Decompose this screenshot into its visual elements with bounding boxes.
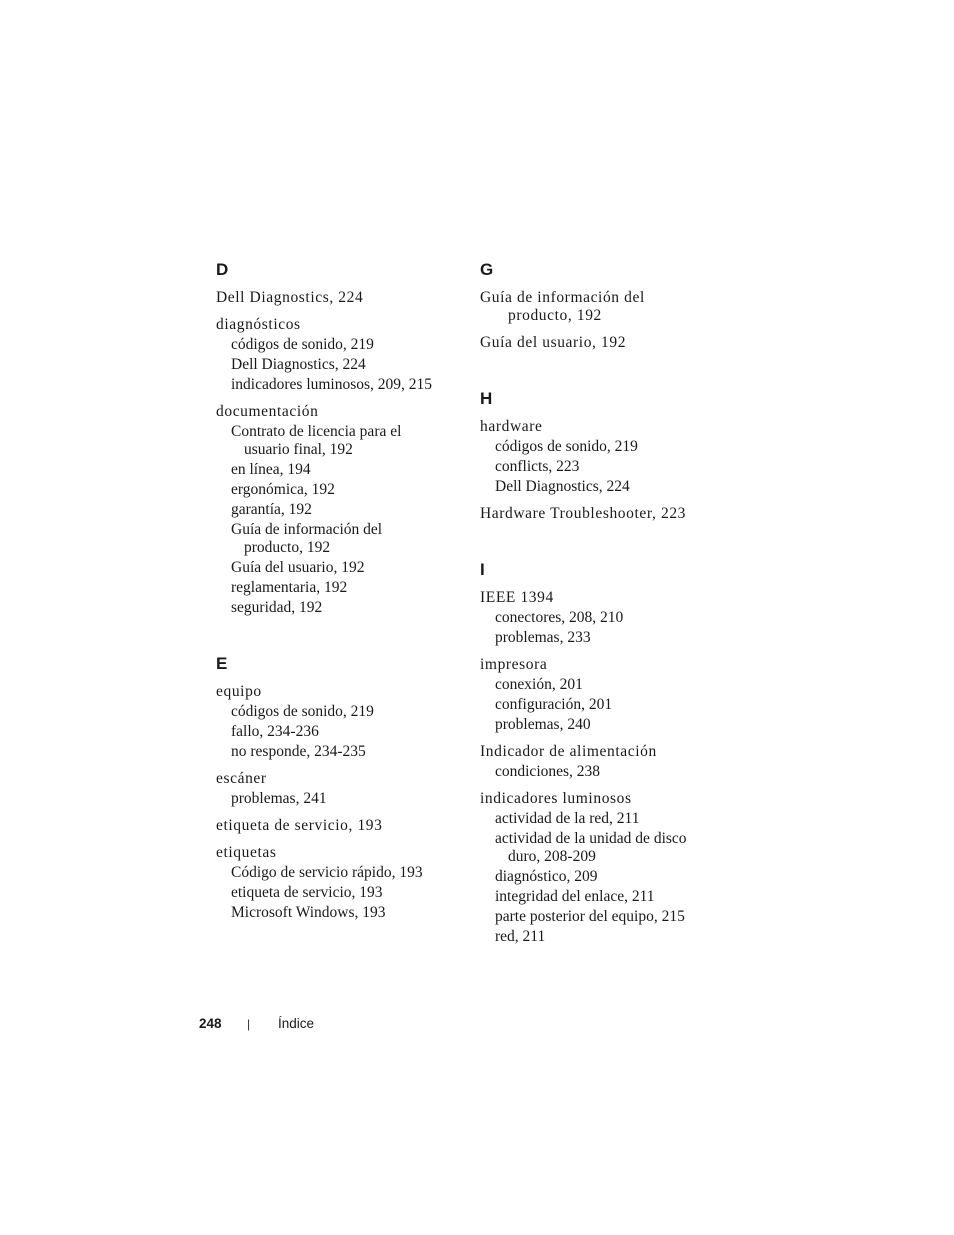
- index-subentry: [480, 608, 720, 628]
- section-letter: D: [216, 260, 229, 279]
- index-subentry: [480, 715, 720, 735]
- index-subentry: [480, 457, 720, 477]
- index-term: Guía de información del: [480, 289, 645, 306]
- index-subentry-text: Contrato de licencia para el: [231, 423, 402, 440]
- index-subentry: [216, 742, 456, 762]
- index-entry: [216, 402, 456, 618]
- index-subentry-text: configuración, 201: [495, 696, 613, 713]
- index-subentry: [216, 500, 456, 520]
- section-letter: E: [216, 654, 228, 673]
- index-entry: [480, 789, 720, 947]
- index-subentry: [480, 675, 720, 695]
- index-term: indicadores luminosos: [480, 790, 632, 807]
- index-subentry: [216, 520, 456, 558]
- index-subentry: [216, 335, 456, 355]
- index-term-continuation: producto, 192: [508, 307, 602, 324]
- index-term: diagnósticos: [216, 316, 301, 333]
- index-subentry: [216, 422, 456, 460]
- index-subentry: [216, 558, 456, 578]
- index-subentry-text: no responde, 234-235: [231, 743, 366, 760]
- index-entry: [216, 288, 456, 308]
- index-subentry: [216, 578, 456, 598]
- index-term: Dell Diagnostics, 224: [216, 289, 364, 306]
- index-subentry: [216, 355, 456, 375]
- index-term: IEEE 1394: [480, 589, 554, 606]
- index-subentry-text: códigos de sonido, 219: [495, 438, 638, 455]
- index-subentry-text: seguridad, 192: [231, 599, 323, 616]
- index-entry: [480, 504, 720, 524]
- index-entry: [480, 588, 720, 648]
- index-subentry-text: indicadores luminosos, 209, 215: [231, 376, 433, 393]
- index-column-right: [480, 260, 720, 954]
- index-subentry-text: Dell Diagnostics, 224: [495, 478, 630, 495]
- index-subentry: [216, 598, 456, 618]
- index-subentry: [480, 695, 720, 715]
- index-subentry: [216, 863, 456, 883]
- section-letter: H: [480, 389, 493, 408]
- index-subentry-text: Guía de información del: [231, 521, 383, 538]
- index-subentry-text: actividad de la unidad de disco: [495, 830, 687, 847]
- index-subentry-text: fallo, 234-236: [231, 723, 319, 740]
- index-column-left: [216, 260, 456, 930]
- index-term: Hardware Troubleshooter, 223: [480, 505, 687, 522]
- index-subentry-text: condiciones, 238: [495, 763, 601, 780]
- index-subentry-text: conexión, 201: [495, 676, 583, 693]
- index-subentry: [480, 829, 720, 867]
- index-subentry-text: parte posterior del equipo, 215: [495, 908, 685, 925]
- index-subentry: [480, 762, 720, 782]
- index-term: Indicador de alimentación: [480, 743, 657, 760]
- index-subentry: [216, 903, 456, 923]
- index-entry: [480, 288, 720, 326]
- index-subentry: [216, 460, 456, 480]
- index-subentry-text: red, 211: [495, 928, 546, 945]
- index-entry: [216, 816, 456, 836]
- index-entry: [480, 417, 720, 497]
- index-subentry-text: Guía del usuario, 192: [231, 559, 365, 576]
- index-term: Guía del usuario, 192: [480, 334, 627, 351]
- index-entry: [480, 742, 720, 782]
- index-subentry: [480, 927, 720, 947]
- index-subentry-text: reglamentaria, 192: [231, 579, 348, 596]
- index-subentry-text: códigos de sonido, 219: [231, 336, 374, 353]
- index-subentry-text: problemas, 233: [495, 629, 591, 646]
- index-subentry-text: actividad de la red, 211: [495, 810, 640, 827]
- index-subentry-text: problemas, 240: [495, 716, 591, 733]
- index-entry: [216, 843, 456, 923]
- index-subentry: [216, 789, 456, 809]
- index-term: etiquetas: [216, 844, 277, 861]
- index-subentry-continuation: usuario final, 192: [244, 441, 353, 458]
- index-term: documentación: [216, 403, 319, 420]
- index-entry: [216, 682, 456, 762]
- index-term: hardware: [480, 418, 543, 435]
- index-subentry-text: etiqueta de servicio, 193: [231, 884, 383, 901]
- index-subentry-text: ergonómica, 192: [231, 481, 335, 498]
- index-subentry-text: Microsoft Windows, 193: [231, 904, 386, 921]
- index-term: impresora: [480, 656, 548, 673]
- index-subentry: [480, 628, 720, 648]
- index-subentry-continuation: duro, 208-209: [508, 848, 596, 865]
- index-term: escáner: [216, 770, 267, 787]
- footer-title: Índice: [278, 1016, 315, 1031]
- index-subentry: [216, 702, 456, 722]
- section-letter: I: [480, 560, 485, 579]
- index-subentry-text: códigos de sonido, 219: [231, 703, 374, 720]
- index-subentry: [480, 887, 720, 907]
- index-subentry-text: integridad del enlace, 211: [495, 888, 655, 905]
- index-entry: [216, 769, 456, 809]
- footer-separator: |: [247, 1017, 251, 1031]
- index-subentry: [480, 867, 720, 887]
- index-entry: [480, 655, 720, 735]
- index-subentry: [216, 480, 456, 500]
- index-subentry-text: Código de servicio rápido, 193: [231, 864, 423, 881]
- page-number: 248: [199, 1016, 222, 1031]
- index-subentry-text: conectores, 208, 210: [495, 609, 624, 626]
- index-subentry-text: garantía, 192: [231, 501, 312, 518]
- index-subentry: [480, 437, 720, 457]
- index-subentry-text: diagnóstico, 209: [495, 868, 598, 885]
- index-subentry-text: en línea, 194: [231, 461, 311, 478]
- index-term: equipo: [216, 683, 262, 700]
- index-entry: [216, 315, 456, 395]
- index-subentry: [216, 375, 456, 395]
- section-letter: G: [480, 260, 494, 279]
- index-term: etiqueta de servicio, 193: [216, 817, 383, 834]
- index-subentry: [216, 883, 456, 903]
- index-subentry: [480, 477, 720, 497]
- index-subentry: [216, 722, 456, 742]
- index-subentry-text: problemas, 241: [231, 790, 327, 807]
- index-subentry-text: Dell Diagnostics, 224: [231, 356, 366, 373]
- index-subentry: [480, 809, 720, 829]
- index-entry: [480, 333, 720, 353]
- index-subentry-text: conflicts, 223: [495, 458, 580, 475]
- index-subentry: [480, 907, 720, 927]
- index-subentry-continuation: producto, 192: [244, 539, 331, 556]
